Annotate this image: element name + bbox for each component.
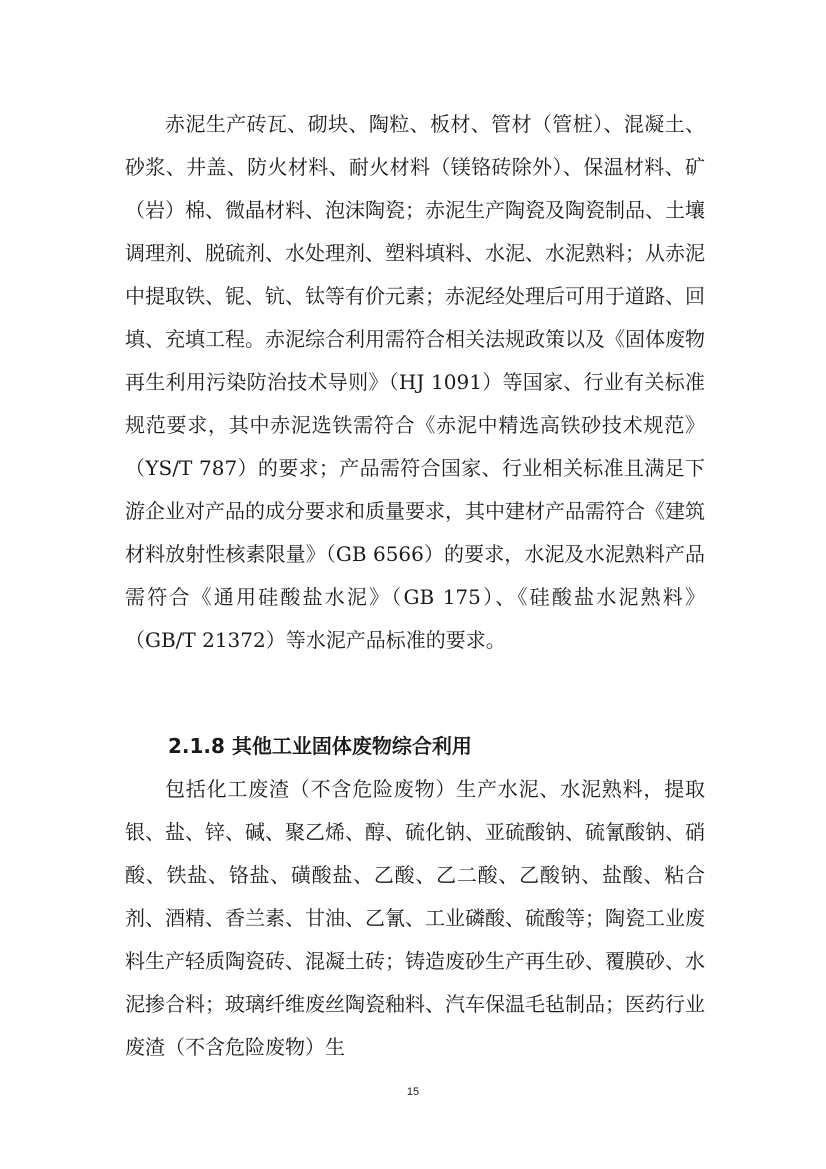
body-paragraph: 包括化工废渣（不含危险废物）生产水泥、水泥熟料，提取银、盐、锌、碱、聚乙烯、醇、硫化钠、亚硫酸钠、硫氰酸钠、硝酸、铁盐、铬盐、磺酸盐、乙酸、乙二酸、乙酸钠、盐酸、粘合剂、酒精、香兰素、甘油、乙氰、工业磷酸、硫酸等；陶瓷工业废料生产轻质陶瓷砖、混凝土砖；铸造废砂生产再生砂、覆膜砂、水泥掺合料；玻璃纤维废丝陶瓷釉料、汽车保温毛毡制品；医药行业废渣（不含危险废物）生 — [125, 777, 705, 1059]
page-number: 15 — [406, 1086, 420, 1098]
body-paragraph: 赤泥生产砖瓦、砌块、陶粒、板材、管材（管桩）、混凝土、砂浆、井盖、防火材料、耐火材料（镁铬砖除外）、保温材料、矿（岩）棉、微晶材料、泡沫陶瓷；赤泥生产陶瓷及陶瓷制品、土壤调理剂、脱硫剂、水处理剂、塑料填料、水泥、水泥熟料；从赤泥中提取铁、铌、钪、钛等有价元素；赤泥经处理后可用于道路、回填、充填工程。赤泥综合利用需符合相关法规政策以及《固体废物再生利用污染防治技术导则》（HJ 1091）等国家、行业有关标准规范要求，其中赤泥选铁需符合《赤泥中精选高铁砂技术规范》（YS/T 787）的要求；产品需符合国家、行业相关标准且满足下游企业对产品的成分要求和质量要求，其中建材产品需符合《建筑材料放射性核素限量》（GB 6566）的要求，水泥及水泥熟料产品需符合《通用硅酸盐水泥》（GB 175）、《硅酸盐水泥熟料》（GB/T 21372）等水泥产品标准的要求。 — [125, 112, 705, 652]
section-heading: 2.1.8 其他工业固体废物综合利用 — [168, 734, 472, 758]
